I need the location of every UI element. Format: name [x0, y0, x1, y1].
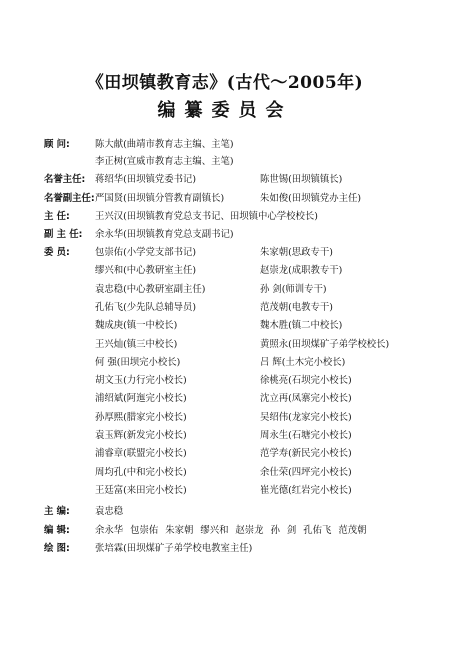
advisor-entry: 陈大献(曲靖市教育志主编、主笔)	[95, 139, 234, 150]
honorary-deputy-director-entry: 朱如俊(田坝镇党办主任)	[260, 193, 362, 204]
member-entry: 孙 剑(师训专干)	[260, 283, 327, 295]
member-entry: 吴绍伟(龙家完小校长)	[260, 411, 352, 423]
member-entry: 王兴灿(镇三中校长)	[95, 338, 178, 350]
editors-label: 编 辑:	[44, 525, 70, 536]
member-entry: 浦睿章(联盟完小校长)	[95, 448, 187, 460]
member-entry: 浦绍斌(阿迤完小校长)	[95, 393, 187, 405]
member-entry: 徐桃亮(石坝完小校长)	[260, 375, 352, 387]
member-entry: 沈立再(凤寨完小校长)	[260, 393, 352, 405]
member-entry: 赵崇龙(成职教专干)	[260, 265, 343, 277]
director-label: 主 任:	[44, 211, 70, 222]
editors-entry: 余永华 包崇佑 朱家朝 缪兴和 赵崇龙 孙 剑 孔佑飞 范茂朝	[95, 525, 367, 536]
committee-heading: 编纂委员会	[157, 100, 293, 121]
member-entry: 周永生(石塘完小校长)	[260, 430, 352, 441]
chief-editor-entry: 袁忠稳	[95, 506, 124, 517]
honorary-director-entry: 蒋绍华(田坝镇党委书记)	[95, 174, 197, 185]
member-entry: 魏成庚(镇一中校长)	[95, 320, 178, 332]
director-entry: 王兴汉(田坝镇教育党总支书记、田坝镇中心学校校长)	[95, 211, 318, 222]
member-entry: 胡文玉(力行完小校长)	[95, 375, 187, 387]
member-entry: 孙厚熙(腊家完小校长)	[95, 411, 187, 423]
member-entry: 吕 辉(土木完小校长)	[260, 356, 346, 368]
member-entry: 范学寿(新民完小校长)	[260, 448, 352, 460]
illustrator-label: 绘 图:	[44, 543, 70, 554]
advisors-label: 顾 问:	[44, 139, 70, 150]
honorary-directors-label: 名誉主任:	[44, 174, 86, 185]
member-entry: 魏木胜(镇二中校长)	[260, 320, 343, 332]
member-entry: 孔佑飞(少先队总辅导员)	[95, 301, 197, 313]
member-entry: 包崇佑(小学党支部书记)	[95, 247, 197, 258]
deputy-director-entry: 余永华(田坝镇教育党总支副书记)	[95, 229, 234, 240]
member-entry: 崔光德(红岩完小校长)	[260, 484, 352, 496]
honorary-deputy-directors-label: 名誉副主任:	[44, 193, 95, 204]
member-entry: 范茂朝(电教专干)	[260, 301, 333, 313]
members-label: 委 员:	[44, 247, 70, 258]
illustrator-entry: 张培霖(田坝煤矿子弟学校电教室主任)	[95, 543, 253, 554]
member-entry: 何 强(田坝完小校长)	[95, 356, 181, 368]
member-entry: 袁忠稳(中心教研室副主任)	[95, 283, 206, 295]
chief-editor-label: 主 编:	[44, 506, 70, 517]
honorary-deputy-director-entry: 严国贤(田坝镇分管教育副镇长)	[95, 193, 225, 204]
advisor-entry: 李正树(宣威市教育志主编、主笔)	[95, 156, 234, 167]
member-entry: 王廷富(来田完小校长)	[95, 484, 187, 496]
member-entry: 周均孔(中和完小校长)	[95, 466, 187, 478]
member-entry: 黄照永(田坝煤矿子弟学校校长)	[260, 338, 390, 350]
member-entry: 袁玉辉(新发完小校长)	[95, 430, 187, 441]
member-entry: 缪兴和(中心教研室主任)	[95, 265, 197, 277]
document-title: 《田坝镇教育志》(古代～2005年)	[86, 73, 364, 93]
deputy-director-label: 副 主 任:	[44, 229, 83, 240]
member-entry: 余仕荣(四坪完小校长)	[260, 466, 352, 478]
honorary-director-entry: 陈世锡(田坝镇镇长)	[260, 174, 343, 185]
member-entry: 朱家朝(思政专干)	[260, 247, 333, 258]
